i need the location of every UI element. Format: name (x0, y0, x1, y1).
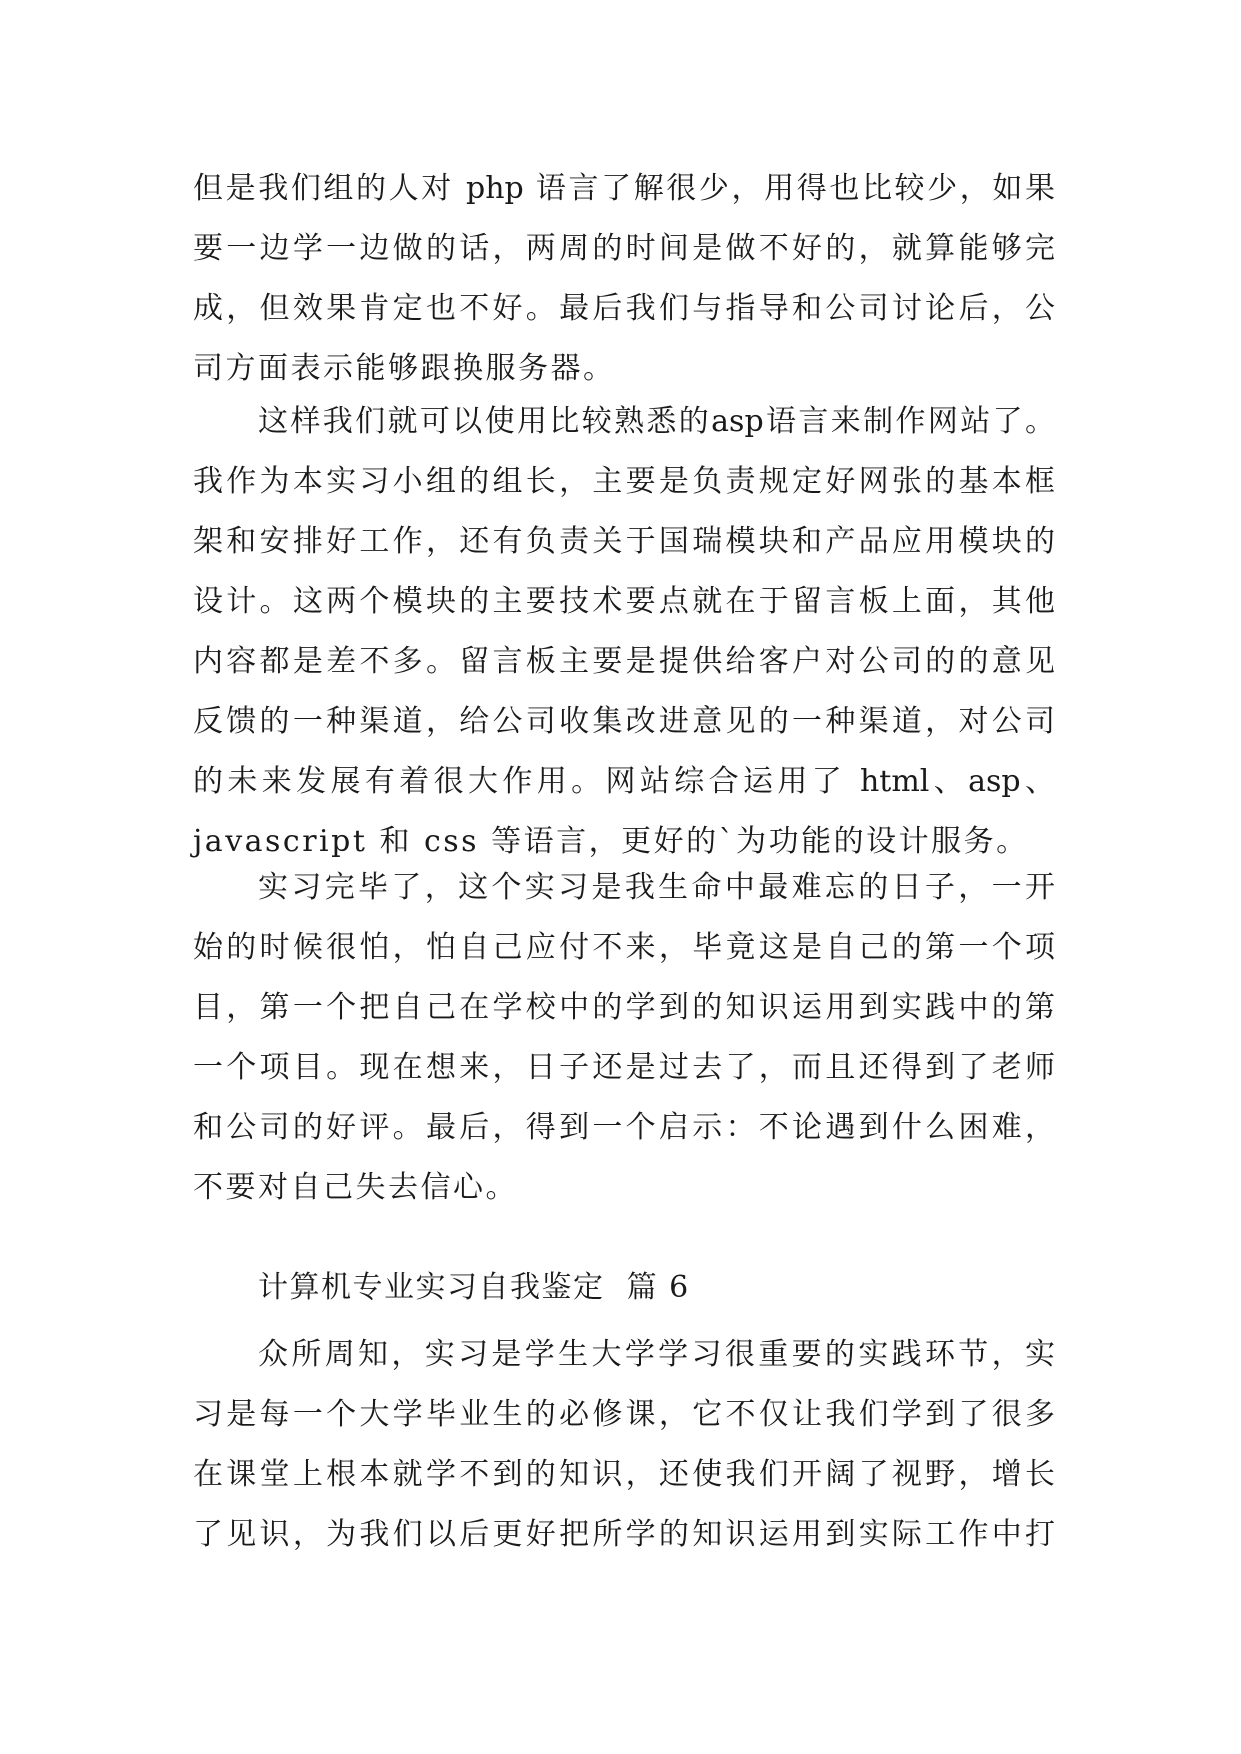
text-line: 和公司的好评。最后，得到一个启示：不论遇到什么困难， (193, 1110, 1055, 1145)
text-line: 的未来发展有着很大作用。网站综合运用了 html、asp、 (193, 764, 1055, 799)
text-line: 反馈的一种渠道，给公司收集改进意见的一种渠道，对公司 (193, 704, 1055, 739)
text-line: javascript 和 css 等语言，更好的`为功能的设计服务。 (193, 824, 1029, 859)
paragraph-2 (193, 392, 1055, 872)
paragraph-3 (193, 858, 1055, 1218)
text-line: 一个项目。现在想来，日子还是过去了，而且还得到了老师 (193, 1050, 1055, 1085)
text-line: 内容都是差不多。留言板主要是提供给客户对公司的的意见 (193, 644, 1055, 679)
section-paragraph (193, 1325, 1055, 1565)
text-line: 在课堂上根本就学不到的知识，还使我们开阔了视野，增长 (193, 1457, 1055, 1492)
text-line: 实习完毕了，这个实习是我生命中最难忘的日子，一开 (258, 870, 1055, 905)
text-line: 习是每一个大学毕业生的必修课，它不仅让我们学到了很多 (193, 1397, 1055, 1432)
text-line: 成，但效果肯定也不好。最后我们与指导和公司讨论后，公 (193, 291, 1055, 326)
text-line: 不要对自己失去信心。 (193, 1170, 518, 1205)
text-line: 了见识，为我们以后更好把所学的知识运用到实际工作中打 (193, 1517, 1055, 1552)
text-line: 我作为本实习小组的组长，主要是负责规定好网张的基本框 (193, 464, 1055, 499)
text-line: 架和安排好工作，还有负责关于国瑞模块和产品应用模块的 (193, 524, 1055, 559)
text-line: 但是我们组的人对 php 语言了解很少，用得也比较少，如果 (193, 171, 1055, 206)
section-heading: 计算机专业实习自我鉴定 篇 6 (258, 1270, 690, 1305)
text-line: 要一边学一边做的话，两周的时间是做不好的，就算能够完 (193, 231, 1055, 266)
paragraph-1 (193, 159, 1055, 399)
text-line: 设计。这两个模块的主要技术要点就在于留言板上面，其他 (193, 584, 1055, 619)
text-line: 众所周知，实习是学生大学学习很重要的实践环节，实 (258, 1337, 1055, 1372)
text-line: 这样我们就可以使用比较熟悉的asp语言来制作网站了。 (258, 404, 1055, 439)
text-line: 司方面表示能够跟换服务器。 (193, 351, 616, 386)
text-line: 始的时候很怕，怕自己应付不来，毕竟这是自己的第一个项 (193, 930, 1055, 965)
text-line: 目，第一个把自己在学校中的学到的知识运用到实践中的第 (193, 990, 1055, 1025)
